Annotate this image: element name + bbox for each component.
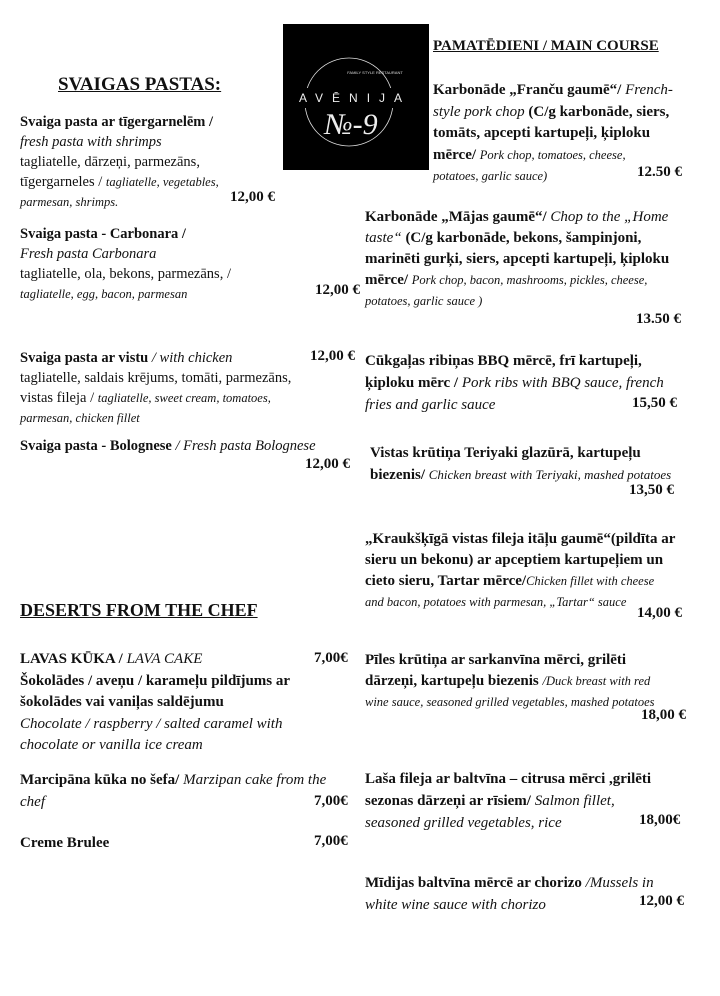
item-title: sezonas dārzeņi ar rīsiem/: [365, 793, 531, 809]
item-title: biezenis/: [370, 467, 425, 483]
price-mussels: 12,00 €: [639, 893, 684, 909]
item-subtitle: Pork ribs with BBQ sauce, french: [461, 375, 664, 391]
item-translation: tagliatelle, sweet cream, tomatoes,: [97, 391, 271, 405]
item-description: (C/g karbonāde, bekons, šampinjoni,: [405, 230, 642, 246]
price-pork-ribs: 15,50 €: [632, 395, 677, 411]
item-description: šokolādes vai vaniļas saldējumu: [20, 694, 224, 710]
item-title: Vistas krūtiņa Teriyaki glazūrā, kartupeļu: [370, 445, 641, 461]
item-translation: Chicken fillet with cheese: [526, 574, 655, 588]
item-subtitle: French-: [625, 82, 673, 98]
item-title: Laša fileja ar baltvīna – citrusa mērci ,grilēti: [365, 771, 652, 787]
price-pasta-shrimps: 12,00 €: [230, 189, 275, 205]
price-home-chop: 13.50 €: [636, 311, 681, 327]
item-translation: /Duck breast with red: [542, 674, 651, 688]
item-translation: Chicken breast with Teriyaki, mashed potatoes: [428, 467, 672, 482]
item-translation: wine sauce, seasoned grilled vegetables, mashed potatoes: [365, 695, 655, 709]
item-subtitle: fries and garlic sauce: [365, 397, 496, 413]
item-translation: parmesan, chicken fillet: [20, 411, 140, 425]
price-duck-breast: 18,00 €: [641, 707, 686, 723]
price-salmon-fillet: 18,00€: [639, 812, 681, 828]
item-subtitle: LAVA CAKE: [126, 651, 203, 667]
menu-item-crispy-chicken: [365, 529, 715, 613]
item-title: Pīles krūtiņa ar sarkanvīna mērci, grilēti: [365, 652, 627, 668]
menu-item-teriyaki-chicken: [370, 443, 715, 486]
item-description: marinēti gurķi, siers, apcepti kartupeļi, ķiploku: [365, 251, 670, 267]
item-translation: chocolate or vanilla ice cream: [20, 737, 203, 753]
price-lava-cake: 7,00€: [314, 650, 348, 666]
menu-item-pasta-bolognese: [20, 436, 365, 456]
menu-item-home-chop: [365, 207, 715, 312]
item-description: mērce/: [433, 146, 477, 163]
item-title: LAVAS KŪKA /: [20, 651, 123, 667]
desserts-heading: DESERTS FROM THE CHEF: [20, 600, 258, 620]
item-translation: Chocolate / raspberry / salted caramel with: [20, 715, 283, 732]
item-title: Svaiga pasta ar vistu: [20, 350, 149, 366]
price-crispy-chicken: 14,00 €: [637, 605, 682, 621]
price-pasta-bolognese: 12,00 €: [305, 456, 350, 472]
item-translation: potatoes, garlic sauce): [433, 169, 548, 183]
item-description: Šokolādes / aveņu / karameļu pildījums ar: [20, 672, 291, 689]
item-ingredients: tagliatelle, ola, bekons, parmezāns, /: [20, 266, 231, 282]
item-subtitle: seasoned grilled vegetables, rice: [365, 815, 562, 831]
item-subtitle: / Fresh pasta Bolognese: [175, 438, 316, 454]
item-description: cieto sieru, Tartar mērce/: [365, 573, 527, 589]
item-description: mērce/: [365, 272, 409, 288]
item-ingredients: tagliatelle, dārzeņi, parmezāns,: [20, 154, 200, 170]
item-description: (C/g karbonāde, siers,: [528, 103, 670, 120]
item-translation: tagliatelle, egg, bacon, parmesan: [20, 287, 188, 301]
item-ingredients: tagliatelle, saldais krējums, tomāti, parmezāns,: [20, 370, 292, 386]
item-subtitle: style pork chop: [433, 103, 525, 120]
item-title: Karbonāde „Mājas gaumē“/: [365, 209, 547, 225]
item-title: „Kraukšķīgā vistas fileja itāļu gaumē“(pildīta ar: [365, 531, 676, 547]
price-french-chop: 12.50 €: [637, 164, 682, 180]
item-translation: and bacon, potatoes with parmesan, „Tartar“ sauce: [365, 595, 627, 609]
price-pasta-carbonara: 12,00 €: [315, 282, 360, 298]
item-title: Cūkgaļas ribiņas BBQ mērcē, frī kartupeļi,: [365, 353, 642, 369]
main-course-heading: PAMATĒDIENI / MAIN COURSE: [433, 38, 659, 54]
item-title: Svaiga pasta ar tīgergarnelēm /: [20, 114, 214, 130]
item-title: ķiploku mērc /: [365, 375, 459, 391]
item-translation: parmesan, shrimps.: [20, 195, 119, 209]
item-subtitle: taste“: [365, 230, 402, 246]
item-subtitle: / with chicken: [151, 350, 233, 366]
item-description: tomāts, apcepti kartupeļi, ķiploku: [433, 125, 651, 141]
item-subtitle: Salmon fillet,: [534, 793, 615, 809]
menu-item-creme-brulee: Creme Brulee: [20, 835, 110, 851]
pastas-heading: SVAIGAS PASTAS:: [58, 74, 222, 95]
item-subtitle: /Mussels in: [585, 875, 654, 891]
item-description: sieru un bekonu) ar apceptiem kartupeļiem un: [365, 552, 664, 568]
price-creme-brulee: 7,00€: [314, 833, 348, 849]
item-subtitle: chef: [20, 793, 45, 810]
item-subtitle: Marzipan cake from the: [183, 772, 327, 788]
price-pasta-chicken: 12,00 €: [310, 348, 355, 364]
item-translation: potatoes, garlic sauce ): [365, 294, 483, 308]
item-subtitle: fresh pasta with shrimps: [20, 134, 162, 150]
logo-tagline: FAMILY STYLE RESTAURANT: [347, 70, 403, 75]
item-title: Karbonāde „Franču gaumē“/: [433, 82, 622, 98]
item-translation: Pork chop, tomatoes, cheese,: [479, 147, 626, 162]
item-title: Svaiga pasta - Carbonara /: [20, 226, 186, 242]
item-title: Svaiga pasta - Bolognese: [20, 438, 172, 454]
item-translation: tagliatelle, vegetables,: [105, 175, 219, 189]
price-marzipan-cake: 7,00€: [314, 793, 348, 809]
menu-item-pasta-shrimps: [20, 112, 360, 212]
item-subtitle: white wine sauce with chorizo: [365, 897, 546, 913]
logo-name: AVĒNIJA: [298, 91, 412, 105]
menu-item-pasta-carbonara: [20, 224, 360, 304]
price-teriyaki-chicken: 13,50 €: [629, 482, 674, 498]
item-title: dārzeņi, kartupeļu biezenis: [365, 673, 539, 689]
item-ingredients: tīgergarneles /: [20, 174, 103, 190]
item-translation: Pork chop, bacon, mashrooms, pickles, cheese,: [411, 273, 648, 287]
item-subtitle: Chop to the „Home: [550, 209, 669, 225]
item-title: Marcipāna kūka no šefa/: [20, 772, 180, 788]
item-subtitle: Fresh pasta Carbonara: [20, 246, 157, 262]
logo-mark: №-9: [324, 108, 378, 141]
menu-item-duck-breast: [365, 650, 715, 713]
item-title: Mīdijas baltvīna mērcē ar chorizo: [365, 875, 582, 891]
item-ingredients: vistas fileja /: [20, 390, 95, 406]
